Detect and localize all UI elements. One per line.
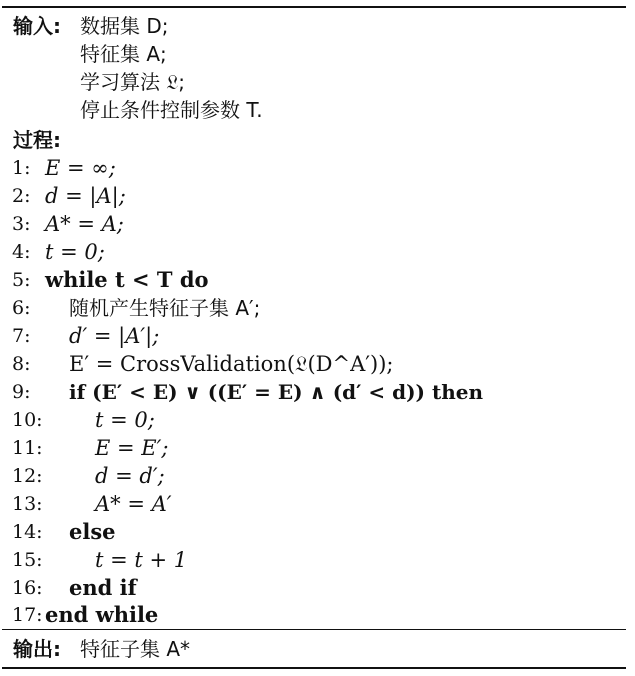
step-text: d = d′; bbox=[95, 464, 165, 488]
step-text: A* = A; bbox=[45, 212, 124, 236]
step-number: 2: bbox=[12, 185, 31, 207]
step-text: t = 0; bbox=[95, 408, 155, 432]
step-row bbox=[0, 294, 627, 322]
process-row bbox=[0, 126, 627, 154]
step-text: d′ = |A′|; bbox=[69, 324, 160, 348]
step-text: if (E′ < E) ∨ ((E′ = E) ∧ (d′ < d)) then bbox=[69, 380, 484, 404]
input-row bbox=[0, 68, 627, 96]
top-rule bbox=[2, 6, 626, 8]
input-row bbox=[0, 96, 627, 124]
step-text: A* = A′ bbox=[95, 492, 172, 516]
step-number: 7: bbox=[12, 325, 31, 347]
step-text: E′ = CrossValidation(𝔏(D^A′)); bbox=[69, 352, 394, 376]
step-number: 8: bbox=[12, 353, 31, 375]
step-row bbox=[0, 350, 627, 378]
step-number: 13: bbox=[12, 493, 43, 515]
step-text: else bbox=[69, 519, 116, 544]
step-row bbox=[0, 434, 627, 462]
step-row bbox=[0, 154, 627, 182]
step-row bbox=[0, 546, 627, 574]
step-number: 12: bbox=[12, 465, 43, 487]
step-number: 16: bbox=[12, 577, 43, 599]
input-line-1: 数据集 D; bbox=[80, 14, 169, 38]
step-text: E = E′; bbox=[95, 436, 169, 460]
step-number: 15: bbox=[12, 549, 43, 571]
process-label: 过程: bbox=[13, 128, 61, 152]
step-row bbox=[0, 601, 627, 629]
step-text: E = ∞; bbox=[45, 156, 116, 180]
step-row bbox=[0, 266, 627, 294]
step-row bbox=[0, 182, 627, 210]
step-row bbox=[0, 406, 627, 434]
step-number: 1: bbox=[12, 157, 31, 179]
step-number: 14: bbox=[12, 521, 43, 543]
step-text: 随机产生特征子集 A′; bbox=[69, 296, 261, 320]
input-line-4: 停止条件控制参数 T. bbox=[80, 98, 263, 122]
step-text: t = t + 1 bbox=[95, 548, 188, 572]
input-label: 输入: bbox=[13, 14, 61, 38]
step-number: 9: bbox=[12, 381, 31, 403]
step-row bbox=[0, 210, 627, 238]
step-number: 11: bbox=[12, 437, 43, 459]
step-number: 4: bbox=[12, 241, 31, 263]
step-text: end if bbox=[69, 575, 137, 600]
bottom-rule bbox=[2, 667, 626, 669]
step-text: d = |A|; bbox=[45, 184, 126, 208]
step-number: 10: bbox=[12, 409, 43, 431]
input-line-2: 特征集 A; bbox=[80, 42, 167, 66]
step-row bbox=[0, 322, 627, 350]
step-number: 6: bbox=[12, 297, 31, 319]
divider-rule bbox=[2, 629, 626, 630]
input-row bbox=[0, 12, 627, 40]
step-number: 17: bbox=[12, 604, 43, 626]
step-text: end while bbox=[45, 602, 159, 627]
step-row bbox=[0, 574, 627, 602]
step-text: t = 0; bbox=[45, 240, 105, 264]
step-text: while t < T do bbox=[45, 267, 209, 292]
step-row bbox=[0, 462, 627, 490]
output-row bbox=[0, 635, 627, 663]
step-row bbox=[0, 518, 627, 546]
input-row bbox=[0, 40, 627, 68]
step-row bbox=[0, 490, 627, 518]
step-number: 3: bbox=[12, 213, 31, 235]
step-number: 5: bbox=[12, 269, 31, 291]
step-row bbox=[0, 378, 627, 406]
output-label: 输出: bbox=[13, 637, 61, 661]
output-text: 特征子集 A* bbox=[80, 637, 191, 661]
input-line-3: 学习算法 𝔏; bbox=[80, 70, 185, 94]
step-row bbox=[0, 238, 627, 266]
